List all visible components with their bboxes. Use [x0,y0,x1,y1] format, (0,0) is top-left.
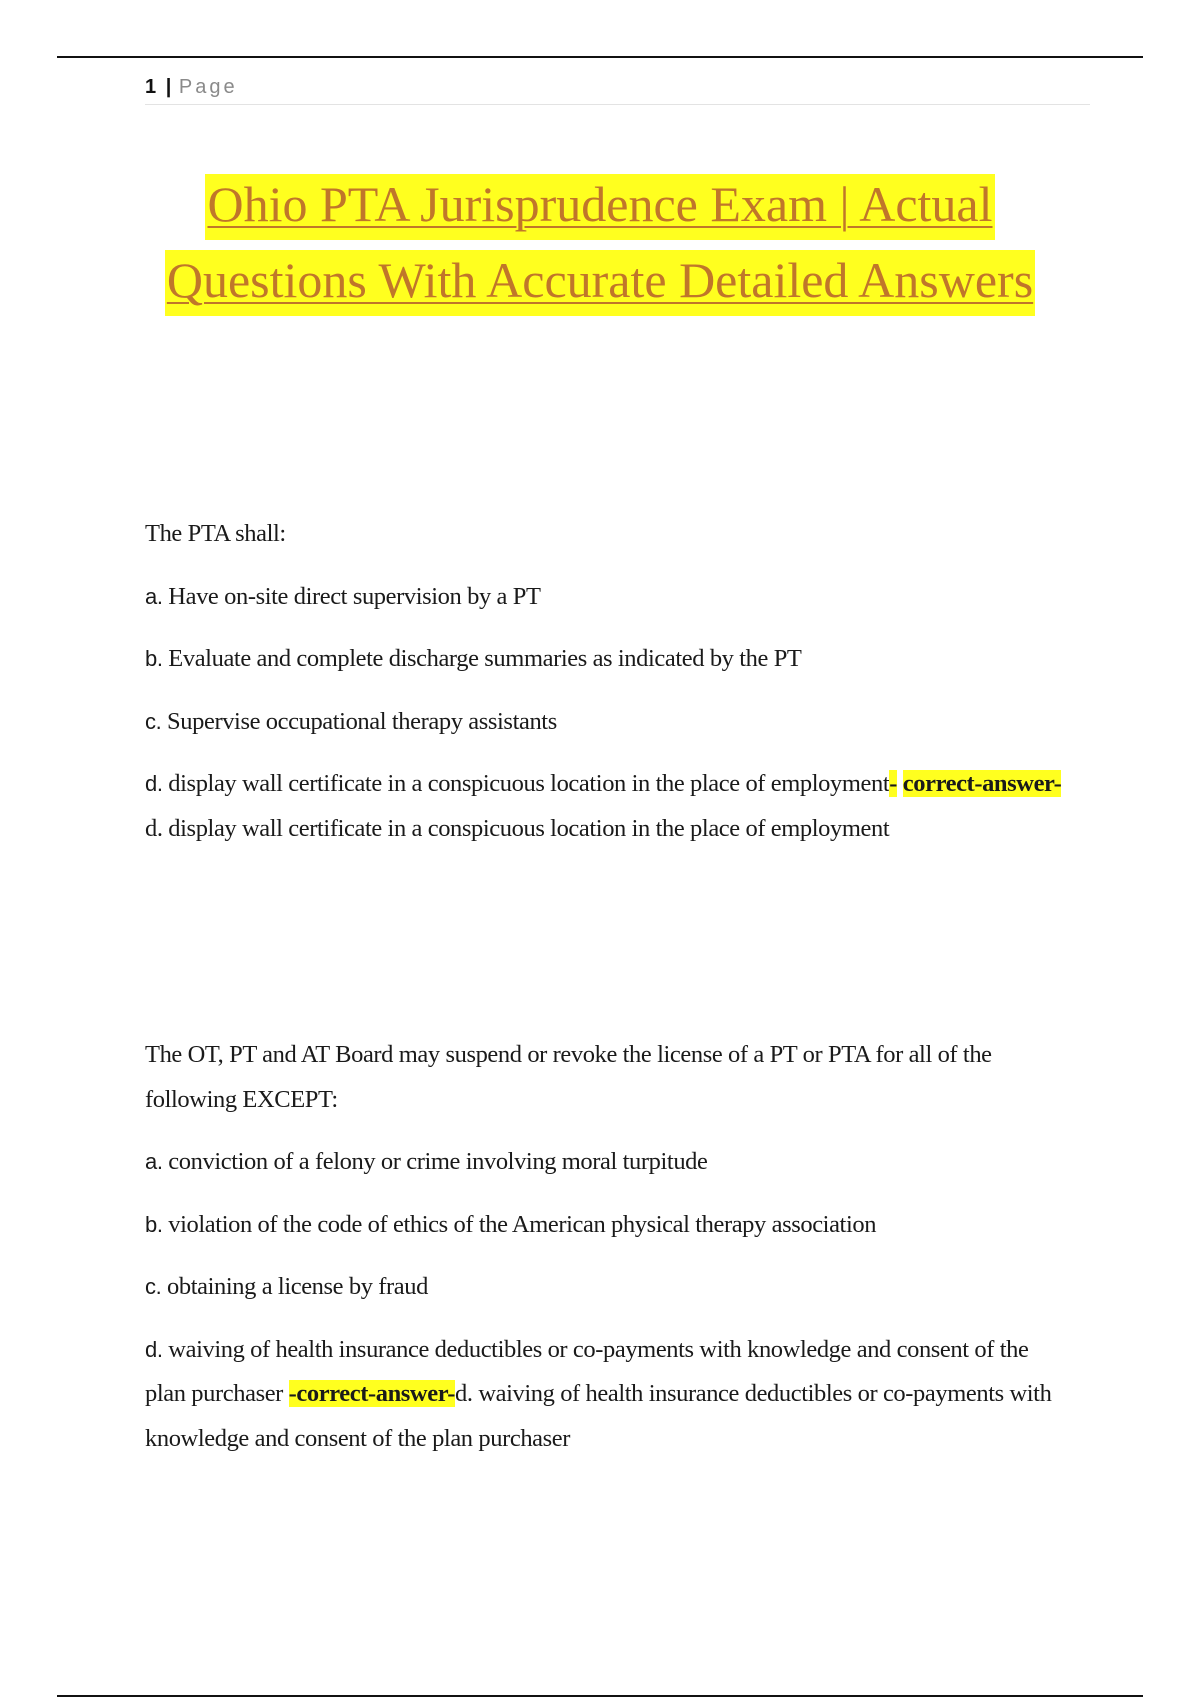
option-text: Evaluate and complete discharge summaries as indicated by the PT [168,645,802,672]
question-1-option-a [145,575,1065,620]
option-letter: d. [145,1336,163,1362]
option-letter: d. [145,771,163,796]
question-1-option-c [145,700,1065,745]
question-2-stem: The OT, PT and AT Board may suspend or revoke the license of a PT or PTA for all of the following EXCEPT: [145,1041,992,1113]
option-letter: b. [145,1211,163,1237]
option-text: display wall certificate in a conspicuous location in the place of employment [168,770,890,797]
question-1-option-b [145,637,1065,682]
question-2-option-c [145,1265,1065,1310]
option-text: waiving of health insurance deductibles or co-payments with knowledge and consent of the plan purchaser [145,1335,1029,1407]
option-text: obtaining a license by fraud [167,1273,428,1300]
answer-text-first: d [455,1380,467,1407]
question-2 [145,1033,1065,1479]
correct-answer-marker-start: - [889,770,898,797]
question-2-option-d-with-answer [145,1328,1065,1462]
page-label: Page [178,76,238,98]
option-letter: c. [145,1274,162,1299]
answer-text: . waiving of health insurance deductibles or co-payments with knowledge and consent of the plan purchaser [145,1380,1052,1452]
question-2-option-b [145,1203,1065,1248]
page-number: 1 [145,76,157,98]
question-1-option-d-with-answer [145,762,1065,851]
page-top-rule [57,56,1143,58]
question-1 [145,512,1065,869]
option-text: conviction of a felony or crime involving moral turpitude [168,1148,708,1175]
option-letter: a. [145,1149,163,1174]
page-separator: | [165,76,172,98]
page-header [145,76,1090,105]
question-2-option-a [145,1140,1065,1185]
document-title-text: Ohio PTA Jurisprudence Exam | Actual Questions With Accurate Detailed Answers [165,174,1035,316]
correct-answer-marker: -correct-answer- [288,1380,456,1407]
answer-text: d. display wall certificate in a conspicuous location in the place of employment [145,814,890,842]
option-text: violation of the code of ethics of the American physical therapy association [168,1210,877,1238]
option-text: Have on-site direct supervision by a PT [168,582,541,610]
document-title [120,166,1080,318]
option-letter: c. [145,708,162,734]
option-text: Supervise occupational therapy assistants [167,707,557,735]
correct-answer-marker: correct-answer- [902,770,1062,797]
question-1-stem: The PTA shall: [145,520,286,547]
page-bottom-rule [57,1695,1143,1697]
option-letter: a. [145,583,163,609]
option-letter: b. [145,646,163,671]
